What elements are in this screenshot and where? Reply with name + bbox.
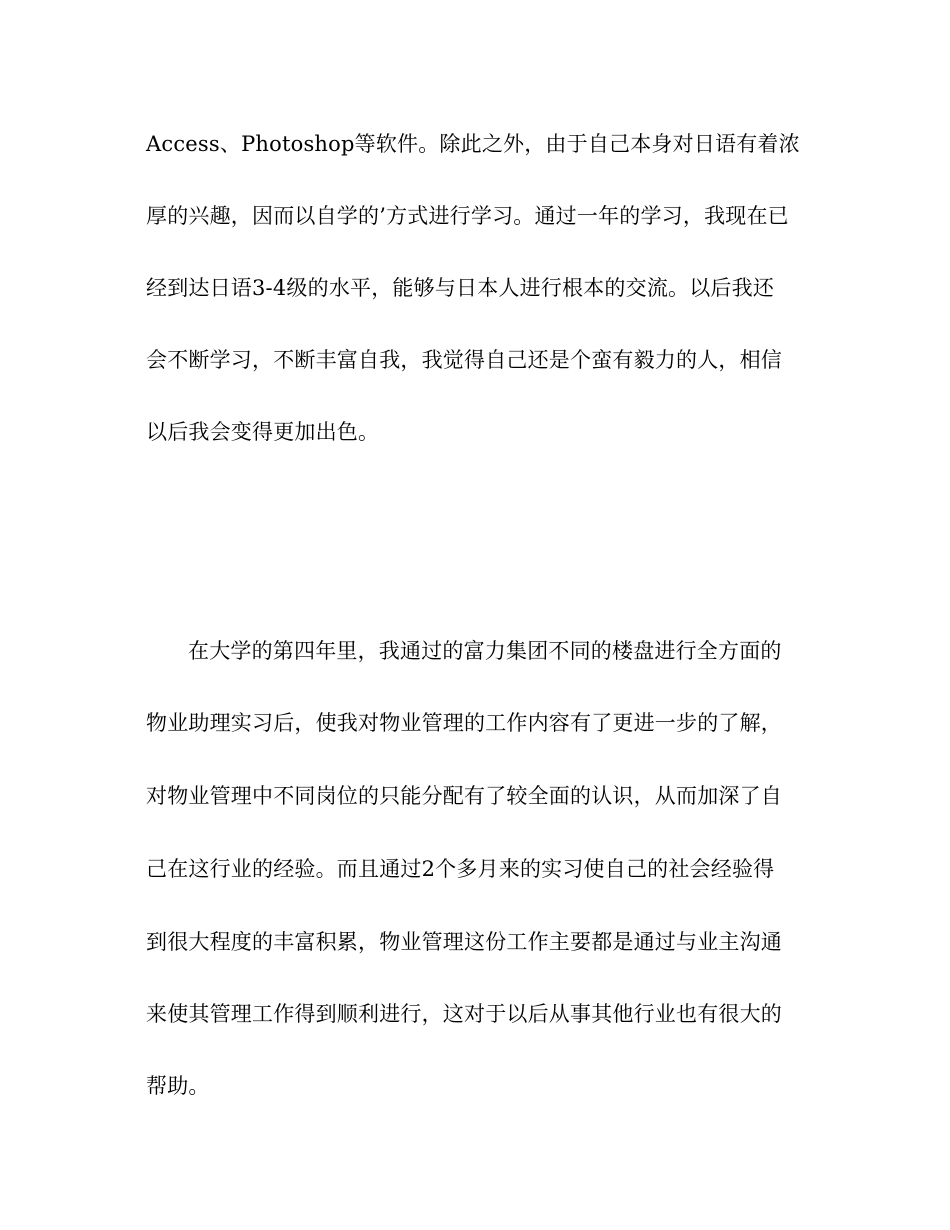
paragraph-2-line-7: 帮助。 [146,1074,210,1098]
paragraph-2-line-6: 来使其管理工作得到顺利进行，这对于以后从事其他行业也有很大的 [146,1002,782,1026]
paragraph-1-line-5: 以后我会变得更加出色。 [146,420,380,444]
paragraph-2-line-1: 在大学的第四年里，我通过的富力集团不同的楼盘进行全方面的 [188,639,782,663]
paragraph-1-line-2: 厚的兴趣，因而以自学的’方式进行学习。通过一年的学习，我现在已 [146,204,789,228]
paragraph-2-line-5: 到很大程度的丰富积累，物业管理这份工作主要都是通过与业主沟通 [146,930,782,954]
paragraph-1-line-4: 会不断学习，不断丰富自我，我觉得自己还是个蛮有毅力的人，相信 [146,348,782,372]
paragraph-1-line-3: 经到达日语3-4级的水平，能够与日本人进行根本的交流。以后我还 [146,276,775,300]
paragraph-2-line-3: 对物业管理中不同岗位的只能分配有了较全面的认识，从而加深了自 [146,784,782,808]
paragraph-2-line-2: 物业助理实习后，使我对物业管理的工作内容有了更进一步的了解， [146,711,782,735]
paragraph-1-line-1: Access、Photoshop等软件。除此之外，由于自己本身对日语有着浓 [146,132,800,156]
paragraph-2-line-4: 己在这行业的经验。而且通过2个多月来的实习使自己的社会经验得 [146,857,775,881]
